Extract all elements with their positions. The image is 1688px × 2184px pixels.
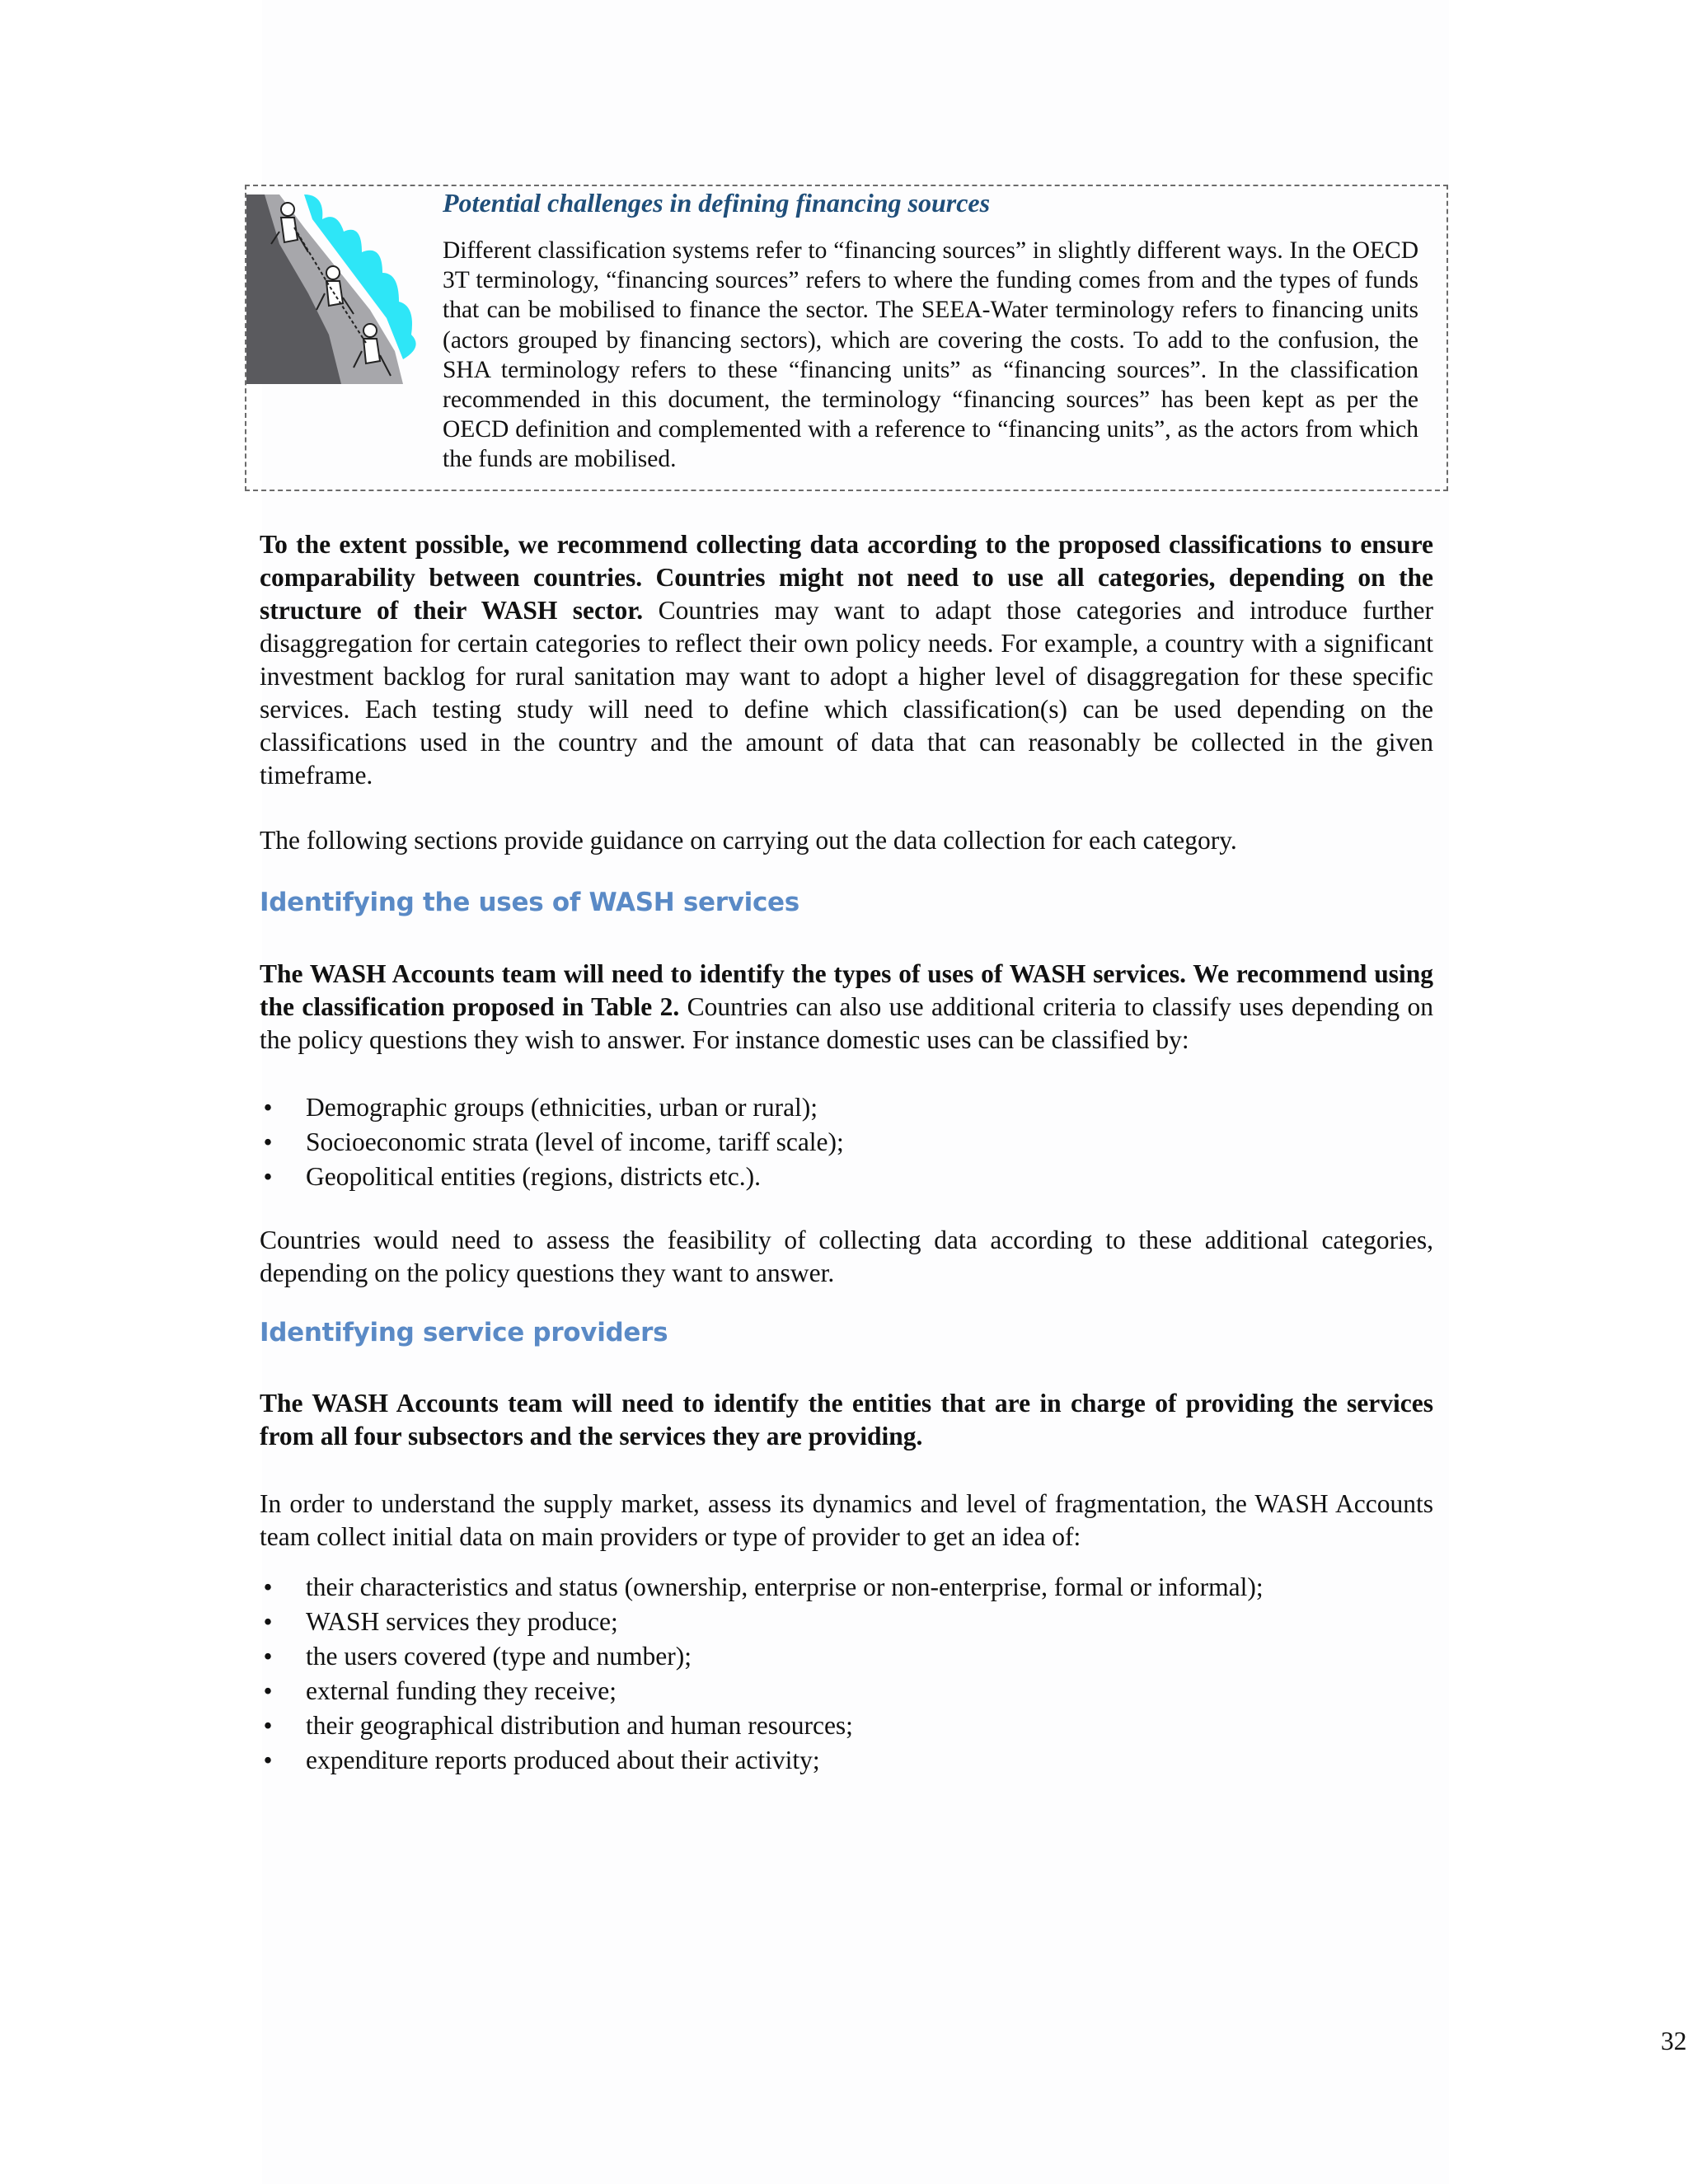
- paragraph-recommendation-bold: To the extent possible, we recommend collecting data according to the proposed classifications to ensure comparability between countries. Countries might not need to use all categories, depending on the structure of their WASH sector.: [260, 530, 1433, 625]
- page-number: 32: [1661, 2027, 1687, 2055]
- paragraph-uses-intro-bold: The WASH Accounts team will need to identify the types of uses of WASH services. We recommend using the classification proposed in Table 2.: [260, 959, 1433, 1021]
- section-heading-uses: Identifying the uses of WASH services: [260, 888, 799, 917]
- paragraph-guidance-intro: The following sections provide guidance on carrying out the data collection for each category.: [260, 826, 1237, 855]
- paragraph-uses-intro: [260, 958, 1433, 1057]
- providers-bullet-list: [260, 1570, 1264, 1778]
- climbers-illustration-icon: [246, 194, 444, 392]
- list-item: • Geopolitical entities (regions, districts etc.).: [260, 1160, 844, 1194]
- bullet-icon: •: [263, 1676, 273, 1705]
- bullet-icon: •: [263, 1127, 273, 1156]
- list-item: • the users covered (type and number);: [260, 1639, 1264, 1674]
- bullet-icon: •: [263, 1642, 273, 1671]
- bullet-icon: •: [263, 1572, 273, 1601]
- paragraph-uses-closing: Countries would need to assess the feasibility of collecting data according to these additional categories, depending on the policy questions they want to answer.: [260, 1226, 1433, 1287]
- list-item: • WASH services they produce;: [260, 1605, 1264, 1639]
- paragraph-uses-intro-rest: Countries can also use additional criteria to classify uses depending on the policy questions they wish to answer. For instance domestic uses can be classified by:: [260, 992, 1433, 1054]
- paragraph-providers-intro: The WASH Accounts team will need to identify the entities that are in charge of providing the services from all four subsectors and the services they are providing.: [260, 1389, 1433, 1451]
- bullet-icon: •: [263, 1162, 273, 1191]
- list-item: • their characteristics and status (ownership, enterprise or non-enterprise, formal or informal);: [260, 1570, 1264, 1605]
- list-item: • external funding they receive;: [260, 1674, 1264, 1708]
- callout-body: Different classification systems refer to “financing sources” in slightly different ways. In the OECD 3T terminology, “financing sources” refers to where the funding comes from and the types of funds that can be mobilised to finance the sector. The SEEA-Water terminology refers to financing units (actors grouped by financing sectors), which are covering the costs. To add to the confusion, the SHA terminology refers to these “financing units” as “financing sources”. In the classification recommended in this document, the terminology “financing sources” has been kept as per the OECD definition and complemented with a reference to “financing units”, as the actors from which the funds are mobilised.: [443, 237, 1418, 473]
- callout-box: [245, 185, 1448, 491]
- bullet-icon: •: [263, 1711, 273, 1740]
- paragraph-providers-detail: In order to understand the supply market, assess its dynamics and level of fragmentation, the WASH Accounts team collect initial data on main providers or type of provider to get an idea of:: [260, 1489, 1433, 1551]
- bullet-icon: •: [263, 1746, 273, 1774]
- section-heading-providers: Identifying service providers: [260, 1318, 668, 1347]
- uses-bullet-list: [260, 1090, 844, 1194]
- paragraph-recommendation: [260, 528, 1433, 792]
- paragraph-recommendation-rest: Countries may want to adapt those categories and introduce further disaggregation for certain categories to reflect their own policy needs. For example, a country with a significant investment backlog for rural sanitation may want to adopt a higher level of disaggregation for these specific services. Each testing study will need to define which classification(s) can be used depending on the classifications used in the country and the amount of data that can reasonably be collected in the given timeframe.: [260, 596, 1433, 790]
- list-item: • Socioeconomic strata (level of income, tariff scale);: [260, 1125, 844, 1160]
- list-item: • expenditure reports produced about their activity;: [260, 1743, 1264, 1778]
- bullet-icon: •: [263, 1093, 273, 1122]
- callout-text: [443, 186, 1418, 475]
- list-item: • Demographic groups (ethnicities, urban or rural);: [260, 1090, 844, 1125]
- callout-title: Potential challenges in defining financing sources: [443, 188, 991, 218]
- bullet-icon: •: [263, 1607, 273, 1636]
- list-item: • their geographical distribution and human resources;: [260, 1708, 1264, 1743]
